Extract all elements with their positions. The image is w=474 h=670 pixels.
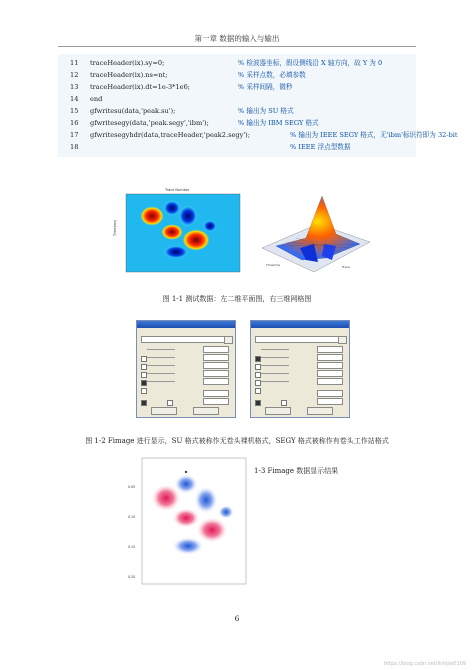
code-block (58, 54, 458, 157)
line-number: 17 (70, 131, 79, 139)
code-text: gfwritesu(data,'peak.su'); (90, 107, 176, 115)
figure1-mesh-image (256, 186, 374, 278)
interval-field[interactable] (317, 370, 343, 377)
figure2-caption: 图 1-2 Fimage 进行显示，SU 格式被称作无卷头裸机格式，SEGY 格式被称作有卷头工作站格式 (85, 437, 389, 445)
end-trace-field[interactable] (203, 354, 229, 361)
dialog-titlebar (251, 321, 349, 328)
start-trace-field[interactable] (203, 346, 229, 353)
code-comment: % 采样点数，必填参数 (238, 71, 306, 79)
page-header: 第一章 数据的输入与输出 (194, 34, 280, 43)
svg-text:Trace: Trace (342, 265, 350, 269)
samples-field[interactable] (203, 362, 229, 369)
code-comment: % IEEE 浮点型数据 (290, 143, 351, 151)
line-number: 18 (70, 143, 79, 151)
code-text: traceHeader(ix).ns=nt; (90, 71, 168, 79)
interval-field[interactable] (203, 370, 229, 377)
code-line (58, 118, 416, 129)
line-number: 15 (70, 107, 79, 115)
line-number: 13 (70, 83, 79, 91)
header-bytes-field[interactable] (317, 378, 343, 385)
code-comment: % 采样间隔，微秒 (238, 83, 293, 91)
svg-text:0.20: 0.20 (128, 575, 136, 579)
figure3-caption: 1-3 Fimage 数据显示结果 (254, 467, 339, 475)
code-text: traceHeader(ix).sy=0; (90, 59, 165, 67)
line-number: 11 (70, 59, 79, 67)
line-number: 14 (70, 95, 79, 103)
samples-field[interactable] (317, 362, 343, 369)
figure1-caption: 图 1-1 测试数据：左二维平面图，右三维网格图 (162, 295, 312, 303)
code-line (58, 94, 416, 105)
svg-text:Time(ms): Time(ms) (266, 263, 281, 267)
dialog-2 (250, 320, 350, 418)
line-number: 16 (70, 119, 79, 127)
cancel-button[interactable] (307, 407, 333, 415)
end-trace-field[interactable] (317, 354, 343, 361)
code-line (58, 130, 458, 141)
code-text: gfwritesegyhdr(data,traceHeader,'peak2.segy'); (90, 131, 250, 139)
svg-text:0.10: 0.10 (128, 515, 136, 519)
header-rule (58, 46, 416, 47)
code-text: traceHeader(ix).dt=1e-3*1e6; (90, 83, 190, 91)
start-trace-field[interactable] (317, 346, 343, 353)
code-line (58, 142, 416, 153)
dialog-titlebar (137, 321, 235, 328)
watermark: https://blog.csdn.net/lishijie0109 (383, 661, 466, 667)
figure1-plane-image (110, 186, 250, 278)
code-line (58, 70, 416, 81)
header-bytes-field[interactable] (203, 378, 229, 385)
code-line (58, 106, 416, 117)
code-text: gfwritesegy(data,'peak.segy','ibm'); (90, 119, 209, 127)
cancel-button[interactable] (193, 407, 219, 415)
ok-button[interactable] (151, 407, 177, 415)
ok-button[interactable] (265, 407, 291, 415)
svg-text:Time(ms): Time(ms) (113, 219, 117, 236)
svg-text:Trace Number: Trace Number (165, 188, 190, 192)
figure3-fimage-display (126, 456, 250, 588)
code-line (58, 58, 416, 69)
browse-button[interactable] (224, 336, 233, 344)
code-text: end (90, 95, 103, 103)
code-comment: % 检波器坐标，假设侧线沿 X 轴方向，故 Y 为 0 (238, 59, 383, 67)
code-comment: % 输出为 IBM SEGY 格式 (238, 119, 319, 127)
svg-text:0.05: 0.05 (128, 485, 136, 489)
code-line (58, 82, 416, 93)
code-comment: % 输出为 SU 格式 (238, 107, 294, 115)
dialog-1 (136, 320, 236, 418)
page-number: 6 (234, 614, 240, 623)
file-path-field[interactable] (255, 336, 339, 343)
svg-text:0.15: 0.15 (128, 545, 136, 549)
file-path-field[interactable] (141, 336, 225, 343)
browse-button[interactable] (338, 336, 347, 344)
line-number: 12 (70, 71, 79, 79)
code-comment: % 输出为 IEEE SEGY 格式，无'ibm'标识符即为 32-bit (290, 131, 458, 139)
